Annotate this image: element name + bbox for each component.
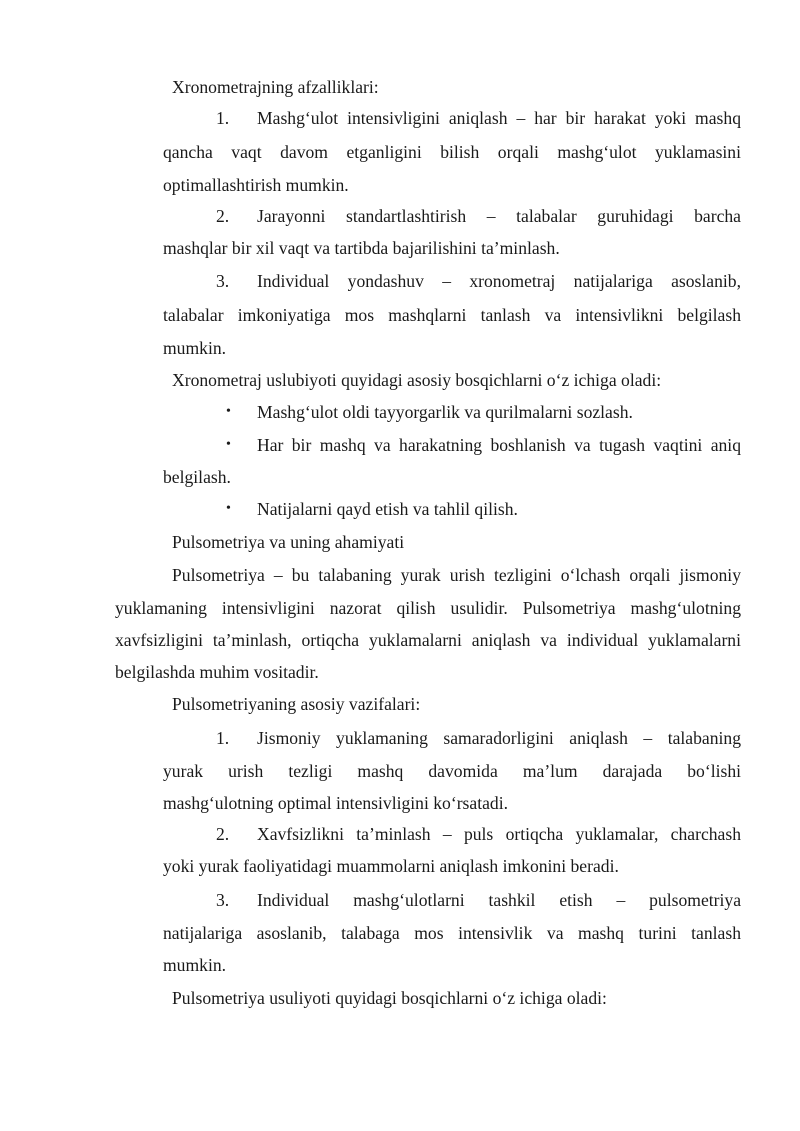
heading-pulsometriya-tasks: Pulsometriyaning asosiy vazifalari: xyxy=(172,694,421,714)
heading-xronometraj-stages: Xronometraj uslubiyoti quyidagi asosiy bosqichlarni o‘z ichiga oladi: xyxy=(172,370,662,390)
list-item-text: mumkin. xyxy=(163,338,227,358)
list-item-text: mashqlar bir xil vaqt va tartibda bajarilishini ta’minlash. xyxy=(163,238,560,258)
list-item-text: mumkin. xyxy=(163,955,227,975)
list-item-text: talabalar imkoniyatiga mos mashqlarni tanlash va intensivlikni belgilash xyxy=(163,305,741,325)
list-number: 2. xyxy=(216,206,230,226)
list-item-text: qancha vaqt davom etganligini bilish orqali mashg‘ulot yuklamasini xyxy=(163,142,741,162)
heading-pulsometriya: Pulsometriya va uning ahamiyati xyxy=(172,532,405,552)
paragraph-line: yuklamaning intensivligini nazorat qilish usulidir. Pulsometriya mashg‘ulotning xyxy=(115,598,741,618)
list-item-text: Har bir mashq va harakatning boshlanish va tugash vaqtini aniq xyxy=(257,435,741,455)
list-number: 3. xyxy=(216,890,230,910)
paragraph-line: xavfsizligini ta’minlash, ortiqcha yuklamalarni aniqlash va individual yuklamalarni xyxy=(115,630,741,650)
list-item-text: Jarayonni standartlashtirish – talabalar guruhidagi barcha xyxy=(257,206,741,226)
list-number: 1. xyxy=(216,728,230,748)
paragraph-line: Pulsometriya – bu talabaning yurak urish tezligini o‘lchash orqali jismoniy xyxy=(172,565,741,585)
bullet-icon: • xyxy=(226,501,231,516)
list-item-text: Jismoniy yuklamaning samaradorligini aniqlash – talabaning xyxy=(257,728,741,748)
heading-pulsometriya-stages: Pulsometriya usuliyoti quyidagi bosqichlarni o‘z ichiga oladi: xyxy=(172,988,607,1008)
list-number: 1. xyxy=(216,108,230,128)
list-item-text: Individual yondashuv – xronometraj natijalariga asoslanib, xyxy=(257,271,741,291)
paragraph-line: belgilashda muhim vositadir. xyxy=(115,662,319,682)
list-item-text: Natijalarni qayd etish va tahlil qilish. xyxy=(257,499,518,519)
list-item-text: Mashg‘ulot oldi tayyorgarlik va qurilmalarni sozlash. xyxy=(257,402,633,422)
list-item-text: yoki yurak faoliyatidagi muammolarni aniqlash imkonini beradi. xyxy=(163,856,619,876)
bullet-icon: • xyxy=(226,404,231,419)
list-number: 2. xyxy=(216,824,230,844)
list-item-text: Mashg‘ulot intensivligini aniqlash – har bir harakat yoki mashq xyxy=(257,108,741,128)
list-item-text: mashg‘ulotning optimal intensivligini ko‘rsatadi. xyxy=(163,793,508,813)
list-item-text: belgilash. xyxy=(163,467,231,487)
list-item-text: yurak urish tezligi mashq davomida ma’lum darajada bo‘lishi xyxy=(163,761,741,781)
bullet-icon: • xyxy=(226,437,231,452)
list-item-text: Individual mashg‘ulotlarni tashkil etish – pulsometriya xyxy=(257,890,741,910)
list-number: 3. xyxy=(216,271,230,291)
list-item-text: optimallashtirish mumkin. xyxy=(163,175,349,195)
heading-xronometraj-advantages: Xronometrajning afzalliklari: xyxy=(172,77,379,97)
list-item-text: natijalariga asoslanib, talabaga mos intensivlik va mashq turini tanlash xyxy=(163,923,741,943)
list-item-text: Xavfsizlikni ta’minlash – puls ortiqcha yuklamalar, charchash xyxy=(257,824,741,844)
